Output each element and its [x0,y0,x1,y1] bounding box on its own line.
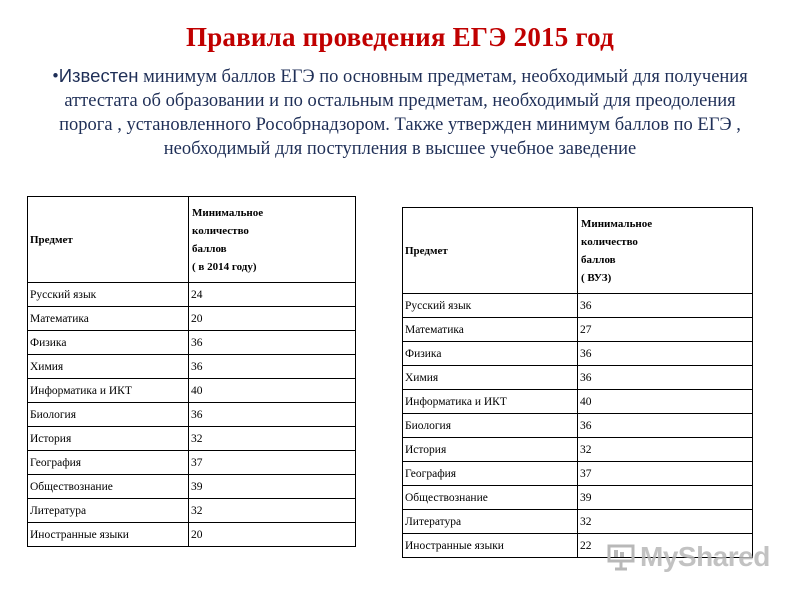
bullet: • [52,67,59,87]
subject-cell: Биология [28,403,189,427]
score-cell: 20 [189,307,356,331]
subject-cell: География [403,462,578,486]
score-cell: 32 [189,427,356,451]
table-row [28,283,356,307]
score-cell: 36 [189,355,356,379]
table-row [403,342,753,366]
score-cell: 36 [578,414,753,438]
subject-cell: Русский язык [28,283,189,307]
header-line: Минимальное [192,206,264,219]
score-cell: 32 [578,510,753,534]
subject-cell: Обществознание [403,486,578,510]
header-subject: Предмет [403,208,578,294]
header-line: количество [192,224,249,237]
table-row [28,499,356,523]
university-minimum-table [402,207,753,558]
score-cell: 40 [189,379,356,403]
header-line: ( ВУЗ) [581,271,612,284]
header-line: баллов [581,253,616,266]
score-cell: 39 [189,475,356,499]
header-line: количество [581,235,638,248]
table-row [403,390,753,414]
table-row [28,523,356,547]
subject-cell: Химия [28,355,189,379]
subject-cell: Химия [403,366,578,390]
subject-cell: История [28,427,189,451]
slide-title: Правила проведения ЕГЭ 2015 год [186,22,614,52]
score-cell: 36 [578,366,753,390]
score-cell: 20 [189,523,356,547]
table-row [28,427,356,451]
score-cell: 37 [578,462,753,486]
score-cell: 22 [578,534,753,558]
presentation-screen-icon [606,542,636,572]
table-row [28,355,356,379]
score-cell: 32 [189,499,356,523]
score-cell: 40 [578,390,753,414]
intro-text: минимум баллов ЕГЭ по основным предметам, необходимый для получения аттестата об образовании и по остальным предметам, необходимый для преодоления порога , установленного Рособрнадзором. Также утвержден минимум баллов по ЕГЭ , необходимый для поступления в высшее учебное заведение [59,67,748,159]
table-row [28,475,356,499]
score-cell: 36 [189,403,356,427]
subject-cell: География [28,451,189,475]
score-cell: 36 [189,331,356,355]
table-row [28,331,356,355]
subject-cell: Иностранные языки [28,523,189,547]
table-row [403,294,753,318]
table-row [403,318,753,342]
table-row [403,486,753,510]
subject-cell: Литература [28,499,189,523]
score-cell: 36 [578,342,753,366]
table-row [403,462,753,486]
table-row [403,510,753,534]
subject-cell: Русский язык [403,294,578,318]
table-header-row [403,208,753,294]
table-row [403,414,753,438]
subject-cell: Физика [28,331,189,355]
header-value [189,197,356,283]
intro-paragraph [40,64,760,161]
subject-cell: Информатика и ИКТ [28,379,189,403]
score-cell: 27 [578,318,753,342]
table-row [28,403,356,427]
subject-cell: Информатика и ИКТ [403,390,578,414]
subject-cell: Иностранные языки [403,534,578,558]
table-row [28,307,356,331]
score-cell: 37 [189,451,356,475]
header-value [578,208,753,294]
table-header-row [28,197,356,283]
header-line: ( в 2014 году) [192,260,257,273]
table-row [403,438,753,462]
score-cell: 39 [578,486,753,510]
subject-cell: Математика [403,318,578,342]
school-minimum-table [27,196,356,547]
subject-cell: Литература [403,510,578,534]
header-line: Минимальное [581,217,653,230]
subject-cell: Физика [403,342,578,366]
table-row [28,451,356,475]
score-cell: 32 [578,438,753,462]
header-line: баллов [192,242,227,255]
header-subject: Предмет [28,197,189,283]
table-row [403,366,753,390]
subject-cell: Обществознание [28,475,189,499]
subject-cell: История [403,438,578,462]
table-row [28,379,356,403]
subject-cell: Математика [28,307,189,331]
watermark-logo [606,538,776,576]
score-cell: 24 [189,283,356,307]
score-cell: 36 [578,294,753,318]
intro-first-word: Известен [58,65,139,86]
watermark-brand: MyShared [640,541,770,572]
subject-cell: Биология [403,414,578,438]
